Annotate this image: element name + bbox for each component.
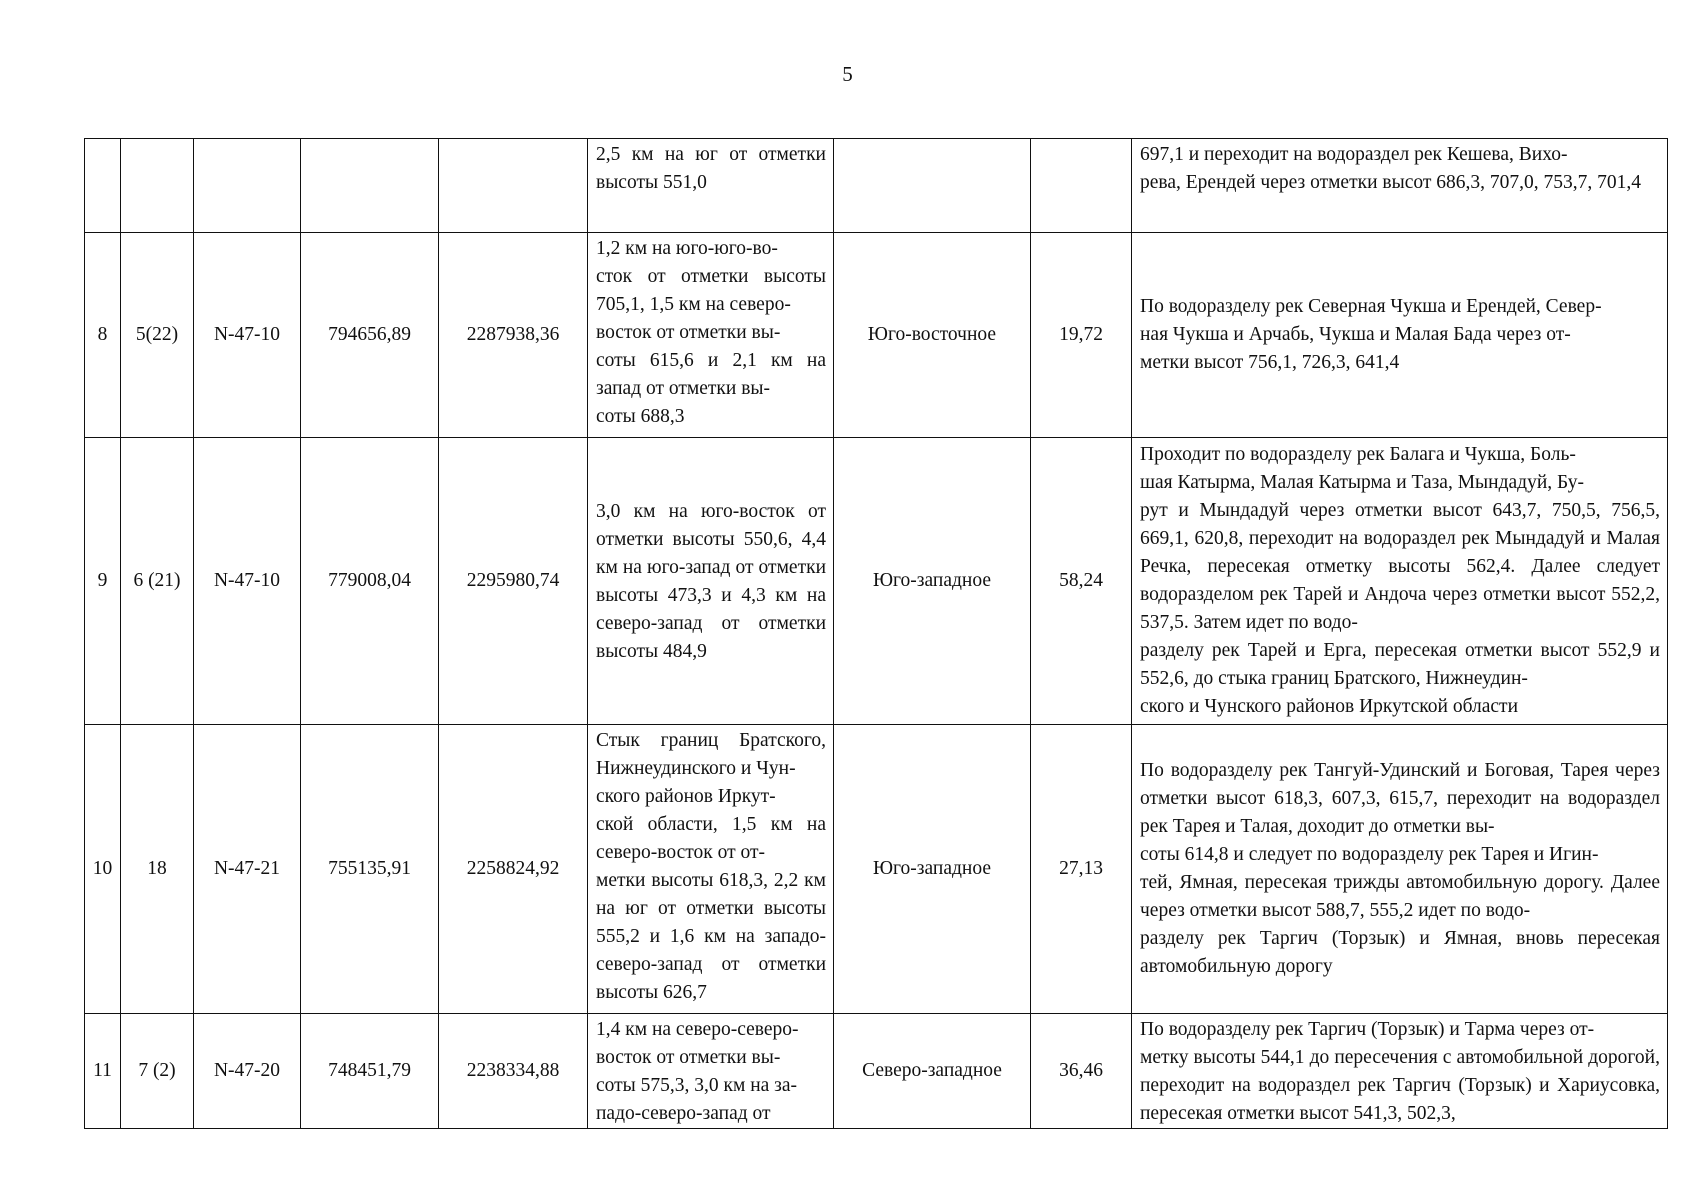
coordinate-y-cell <box>439 139 588 233</box>
length-cell: 36,46 <box>1031 1014 1132 1129</box>
boundary-description-cell <box>1132 233 1668 438</box>
table-row <box>85 1014 1668 1129</box>
point-number-cell: 7 (2) <box>121 1014 194 1129</box>
row-number-cell: 9 <box>85 438 121 725</box>
boundary-description-cell <box>1132 139 1668 233</box>
map-sheet-cell: N-47-10 <box>194 438 301 725</box>
coordinate-y-cell: 2238334,88 <box>439 1014 588 1129</box>
table-row <box>85 725 1668 1014</box>
coordinate-x-cell <box>301 139 439 233</box>
point-description-text: 1,4 км на северо-северо- восток от отметки вы- соты 575,3, 3,0 км на за- падо-северо-запад от <box>596 1019 799 1124</box>
row-number-cell: 10 <box>85 725 121 1014</box>
boundary-description-text: По водоразделу рек Таргич (Торзык) и Тарма через от- метку высоты 544,1 до пересечения с автомобильной дорогой, переходит на водораздел рек Таргич (Торзык) и Хариусовка, пересекая отметки высот 541,3, 502,3, <box>1140 1019 1660 1124</box>
coordinate-x-cell: 794656,89 <box>301 233 439 438</box>
direction-cell: Юго-западное <box>834 438 1031 725</box>
boundary-description-text: 697,1 и переходит на водораздел рек Кешева, Вихо- рева, Ерендей через отметки высот 686,3, 707,0, 753,7, 701,4 <box>1140 144 1642 193</box>
direction-cell: Юго-восточное <box>834 233 1031 438</box>
point-number-cell: 6 (21) <box>121 438 194 725</box>
point-number-cell: 5(22) <box>121 233 194 438</box>
point-description-text: 2,5 км на юг от отметки высоты 551,0 <box>596 144 826 193</box>
point-description-cell <box>588 233 834 438</box>
row-number-cell: 11 <box>85 1014 121 1129</box>
map-sheet-cell: N-47-20 <box>194 1014 301 1129</box>
boundary-description-cell <box>1132 438 1668 725</box>
boundary-description-text: По водоразделу рек Тангуй-Удинский и Боговая, Тарея через отметки высот 618,3, 607,3, 615,7, переходит на водораздел рек Тарея и Талая, доходит до отметки вы- соты 614,8 и следует по водоразделу рек Тарея и Игин- тей, Ямная, пересекая трижды автомобильную дорогу. Далее через отметки высот 588,7, 555,2 идет по водо- разделу рек Таргич (Торзык) и Ямная, вновь пересекая автомобильную дорогу <box>1140 760 1660 977</box>
direction-cell <box>834 139 1031 233</box>
direction-cell: Юго-западное <box>834 725 1031 1014</box>
boundary-description-text: По водоразделу рек Северная Чукша и Ерендей, Север- ная Чукша и Арчабь, Чукша и Малая Бада через от- метки высот 756,1, 726,3, 641,4 <box>1140 296 1602 373</box>
coordinate-x-cell: 748451,79 <box>301 1014 439 1129</box>
boundary-description-text: Проходит по водоразделу рек Балага и Чукша, Боль- шая Катырма, Малая Катырма и Таза, Мындадуй, Бу- рут и Мындадуй через отметки высот 643,7, 750,5, 756,5, 669,1, 620,8, переходит на водораздел рек Мындадуй и Малая Речка, пересекая отметку высоты 562,4. Далее следует водоразделом рек Тарей и Андоча через отметки высот 552,2, 537,5. Затем идет по водо- разделу рек Тарей и Ерга, пересекая отметки высот 552,9 и 552,6, до стыка границ Братского, Нижнеудин- ского и Чунского районов Иркутской области <box>1140 444 1660 717</box>
length-cell: 19,72 <box>1031 233 1132 438</box>
point-description-text: 3,0 км на юго-восток от отметки высоты 550,6, 4,4 км на юго-запад от отметки высоты 473,3 и 4,3 км на северо-запад от отметки высоты 484,9 <box>596 501 826 662</box>
point-description-cell <box>588 1014 834 1129</box>
point-number-cell <box>121 139 194 233</box>
coordinate-y-cell: 2295980,74 <box>439 438 588 725</box>
point-description-text: Стык границ Братского, Нижнеудинского и Чун- ского районов Иркут- ской области, 1,5 км на северо-восток от от- метки высоты 618,3, 2,2 км на юг от отметки высоты 555,2 и 1,6 км на западо-северо-запад от отметки высоты 626,7 <box>596 730 826 1003</box>
coordinate-y-cell: 2287938,36 <box>439 233 588 438</box>
table-row <box>85 233 1668 438</box>
map-sheet-cell: N-47-10 <box>194 233 301 438</box>
table-row <box>85 139 1668 233</box>
point-description-text: 1,2 км на юго-юго-во- сток от отметки высоты 705,1, 1,5 км на северо- восток от отметки вы- соты 615,6 и 2,1 км на запад от отметки вы- соты 688,3 <box>596 238 826 427</box>
coordinate-x-cell: 755135,91 <box>301 725 439 1014</box>
boundary-table <box>84 138 1668 1129</box>
map-sheet-cell: N-47-21 <box>194 725 301 1014</box>
coordinate-y-cell: 2258824,92 <box>439 725 588 1014</box>
point-number-cell: 18 <box>121 725 194 1014</box>
direction-cell: Северо-западное <box>834 1014 1031 1129</box>
point-description-cell <box>588 438 834 725</box>
coordinate-x-cell: 779008,04 <box>301 438 439 725</box>
page-number: 5 <box>842 62 853 86</box>
length-cell: 27,13 <box>1031 725 1132 1014</box>
row-number-cell: 8 <box>85 233 121 438</box>
row-number-cell <box>85 139 121 233</box>
length-cell <box>1031 139 1132 233</box>
length-cell: 58,24 <box>1031 438 1132 725</box>
boundary-description-cell <box>1132 1014 1668 1129</box>
point-description-cell <box>588 139 834 233</box>
table-row <box>85 438 1668 725</box>
map-sheet-cell <box>194 139 301 233</box>
boundary-description-cell <box>1132 725 1668 1014</box>
point-description-cell <box>588 725 834 1014</box>
